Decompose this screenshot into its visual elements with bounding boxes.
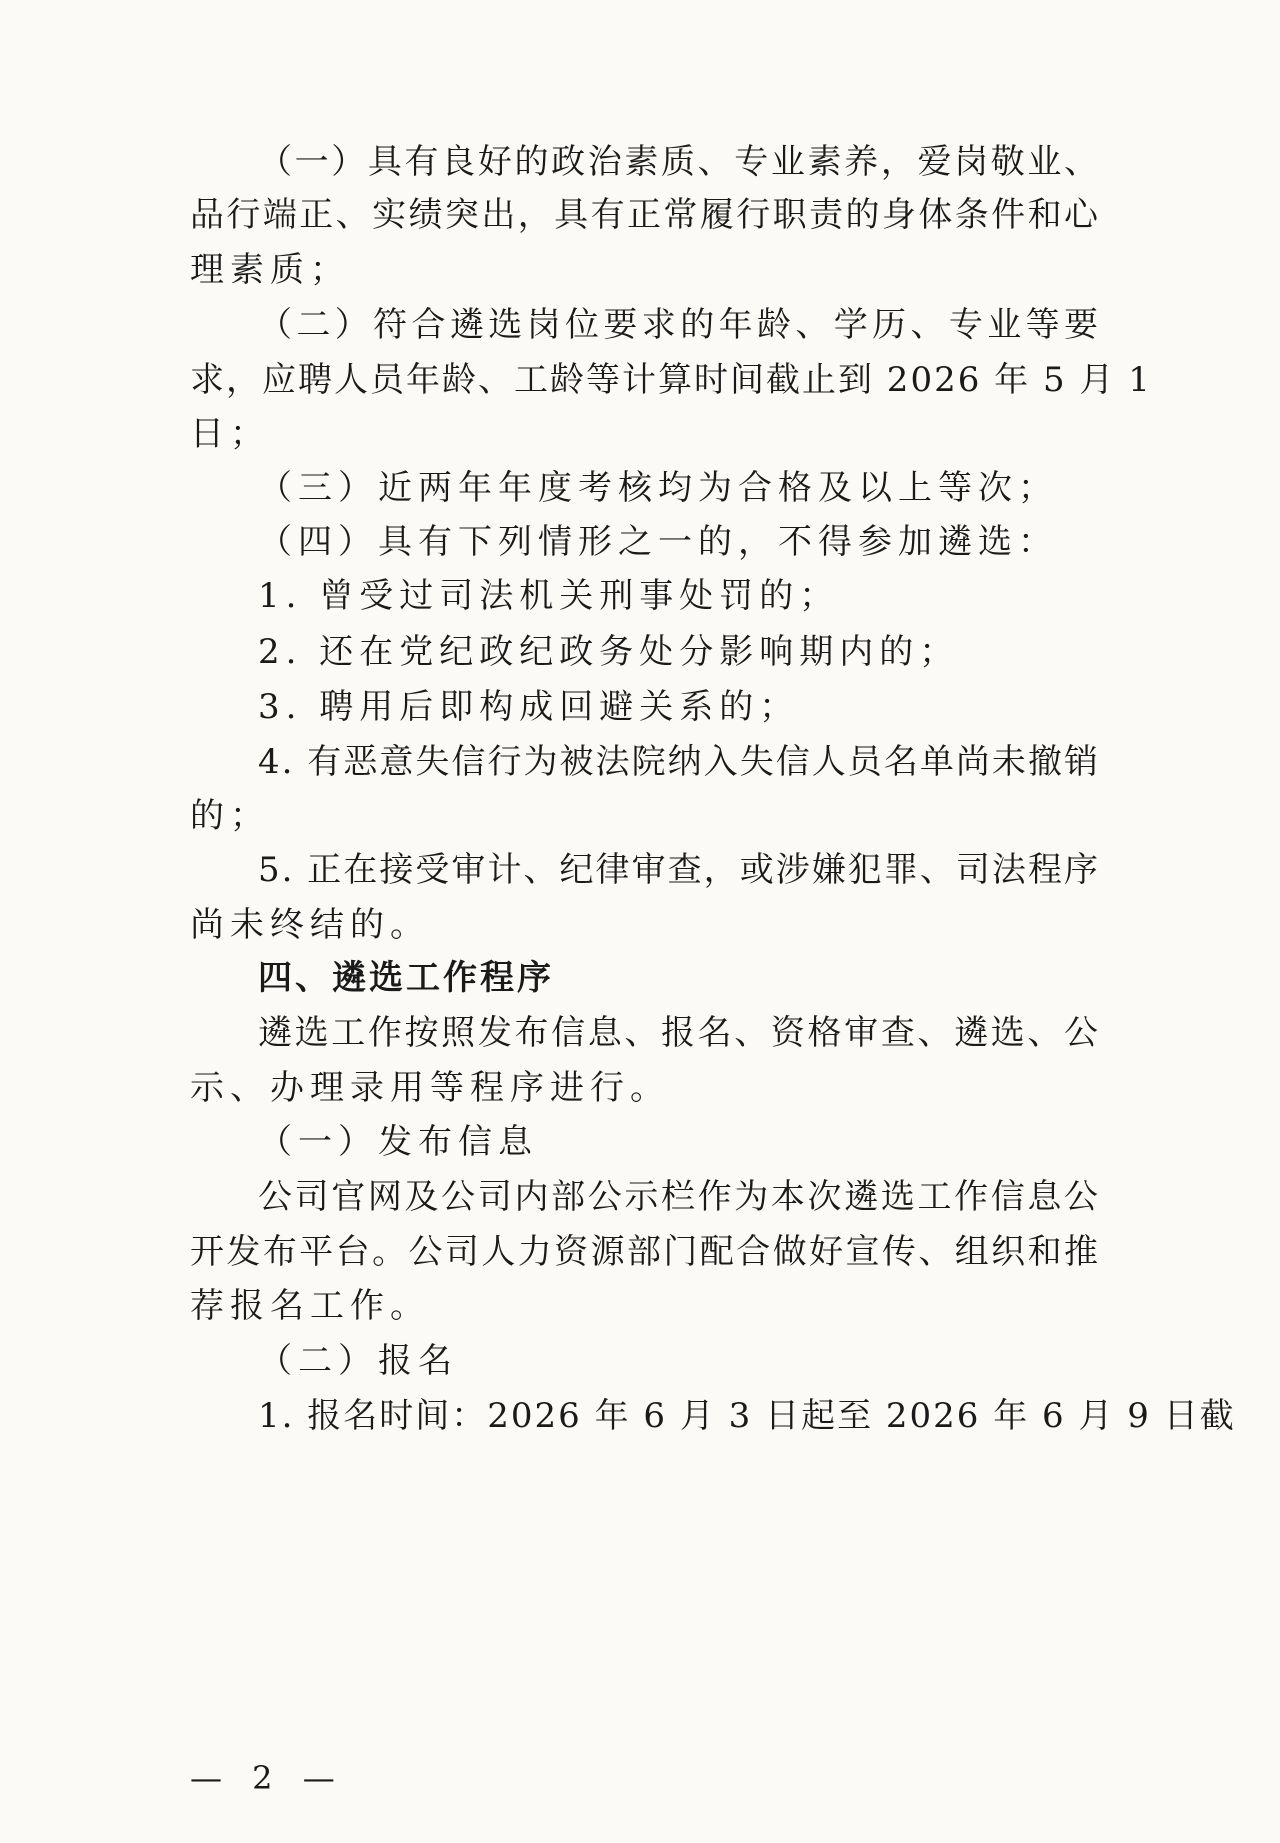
body-text-line: 2. 还在党纪政纪政务处分影响期内的； bbox=[258, 632, 960, 672]
body-text-line: （一）发布信息 bbox=[258, 1122, 538, 1162]
body-text-line: （二）报名 bbox=[258, 1341, 458, 1381]
body-text-line: 荐报名工作。 bbox=[190, 1286, 430, 1326]
body-text-line: 求，应聘人员年龄、工龄等计算时间截止到 2026 年 5 月 1 bbox=[190, 360, 1152, 400]
body-text-line: 1. 报名时间：2026 年 6 月 3 日起至 2026 年 6 月 9 日截 bbox=[258, 1396, 1236, 1436]
body-text-line: 公司官网及公司内部公示栏作为本次遴选工作信息公 bbox=[258, 1177, 1100, 1217]
body-text-line: 1. 曾受过司法机关刑事处罚的； bbox=[258, 576, 840, 616]
body-text-line: 日； bbox=[190, 414, 270, 454]
body-text-line: （一）具有良好的政治素质、专业素养，爱岗敬业、 bbox=[258, 142, 1100, 182]
body-text-line: 遴选工作按照发布信息、报名、资格审查、遴选、公 bbox=[258, 1013, 1100, 1053]
body-text-line: 开发布平台。公司人力资源部门配合做好宣传、组织和推 bbox=[190, 1232, 1100, 1272]
body-text-line: 的； bbox=[190, 796, 270, 836]
section-heading: 四、遴选工作程序 bbox=[258, 958, 554, 998]
body-text-line: （二）符合遴选岗位要求的年龄、学历、专业等要 bbox=[258, 305, 1100, 345]
body-text-line: 示、办理录用等程序进行。 bbox=[190, 1068, 670, 1108]
body-text-line: （四）具有下列情形之一的，不得参加遴选： bbox=[258, 522, 1058, 562]
page-number: — 2 — bbox=[190, 1759, 345, 1797]
body-text-line: 4. 有恶意失信行为被法院纳入失信人员名单尚未撤销 bbox=[258, 742, 1100, 782]
body-text-line: （三）近两年年度考核均为合格及以上等次； bbox=[258, 468, 1058, 508]
body-text-line: 尚未终结的。 bbox=[190, 905, 430, 945]
body-text-line: 5. 正在接受审计、纪律审查，或涉嫌犯罪、司法程序 bbox=[258, 850, 1100, 890]
body-text-line: 品行端正、实绩突出，具有正常履行职责的身体条件和心 bbox=[190, 195, 1100, 235]
body-text-line: 3. 聘用后即构成回避关系的； bbox=[258, 687, 800, 727]
body-text-line: 理素质； bbox=[190, 250, 350, 290]
